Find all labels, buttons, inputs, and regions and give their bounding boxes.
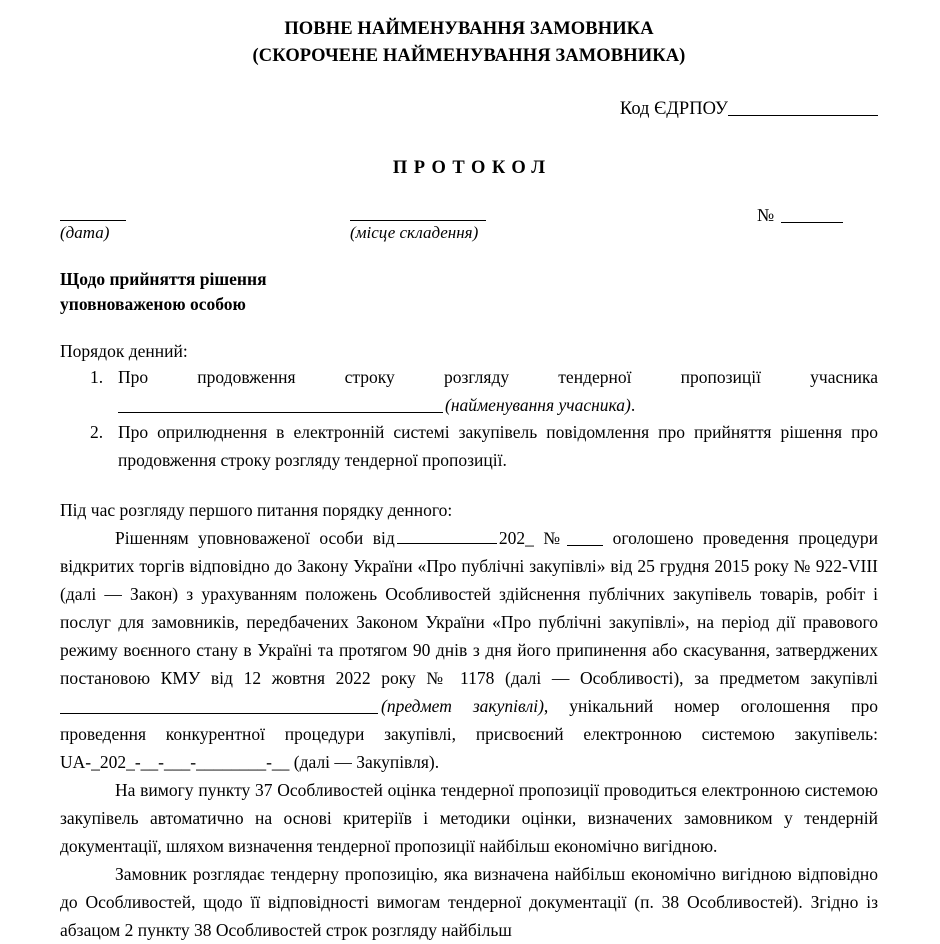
ua-announcement-number: UA-_202_-__-___-________-__ — [60, 752, 290, 772]
agenda-item-1 — [60, 364, 878, 419]
agenda-item-2 — [60, 419, 878, 474]
decision-number-label: № — [543, 528, 566, 548]
document-number-group — [757, 205, 882, 226]
agenda-item-2-marker: 2. — [90, 422, 104, 442]
date-field-group — [60, 205, 126, 244]
document-sheet — [60, 0, 878, 944]
edrpou-blank-field[interactable] — [728, 98, 878, 116]
paragraph-1-part-2: оголошено проведення процедури відкритих торгів відповідно до Закону України «Про публічні закупівлі» від 25 грудня 2015 року № 922-VIII (далі — Закон) з урахуванням положень Особливостей здійснення публічних закупівель товарів, робіт і послуг для замовників, передбачених Законом України «Про публічні закупівлі», на період дії правового режиму воєнного стану в Україні та протягом 90 днів з дня його припинення або скасування, затверджених постановою КМУ від 12 жовтня 2022 року № 1178 (далі — Особливості), за предметом закупівлі — [60, 528, 879, 688]
page-title: ПРОТОКОЛ — [392, 158, 552, 178]
decision-year-stub: 202_ — [498, 528, 534, 548]
paragraph-1-part-4: (далі — Закупівля). — [293, 752, 440, 772]
procurement-subject-note: (предмет закупівлі) — [381, 696, 544, 716]
agenda-item-1-marker: 1. — [90, 367, 104, 387]
place-field-group — [350, 205, 486, 244]
subject-heading-line-1: Щодо прийняття рішення — [60, 269, 267, 289]
edrpou-row — [60, 95, 878, 122]
decision-number-blank-field[interactable] — [567, 529, 603, 546]
edrpou-label: Код ЄДРПОУ — [619, 99, 728, 119]
decision-date-blank-field[interactable] — [397, 527, 497, 544]
body-paragraph-3: Замовник розглядає тендерну пропозицію, яка визначена найбільш економічно вигідною відповідно до Особливостей, щодо її відповідності вимогам тендерної документації (п. 38 Особливостей). Згідно із абзацом 2 пункту 38 Особливостей строк розгляду найбільш — [60, 864, 878, 940]
paragraph-1-part-1: Рішенням уповноваженої особи від — [115, 528, 395, 548]
agenda-item-2-text: Про оприлюднення в електронній системі закупівель повідомлення про прийняття рішення про продовження строку розгляду тендерної пропозиції. — [118, 422, 878, 470]
agenda-item-1-text: Про продовження строку розгляду тендерної пропозиції учасника — [118, 367, 878, 387]
subject-heading-line-2: уповноваженою особою — [60, 294, 246, 314]
place-blank-field[interactable] — [350, 205, 486, 221]
document-meta-row — [60, 205, 878, 253]
organisation-short-name: (СКОРОЧЕНЕ НАЙМЕНУВАННЯ ЗАМОВНИКА) — [252, 46, 686, 66]
date-blank-field[interactable] — [60, 205, 126, 221]
body-paragraph-1 — [60, 524, 878, 776]
document-number-blank-field[interactable] — [781, 205, 843, 223]
date-caption: (дата) — [60, 223, 110, 242]
place-caption: (місце складення) — [350, 223, 479, 242]
agenda-label: Порядок денний: — [60, 341, 188, 361]
body-intro: Під час розгляду першого питання порядку денного: — [60, 500, 453, 520]
procurement-subject-blank-field[interactable] — [60, 697, 378, 714]
subject-heading — [60, 267, 878, 317]
organisation-header — [60, 16, 878, 70]
agenda-list — [60, 364, 878, 474]
participant-name-blank-field[interactable] — [118, 395, 443, 412]
document-number-label: № — [757, 205, 775, 225]
participant-name-note: (найменування учасника) — [445, 394, 631, 415]
agenda-item-1-tail: . — [630, 394, 636, 415]
paragraph-1-part-3: , унікальний номер оголошення про проведення конкурентної процедури закупівлі, присвоєний електронною системою закупівель: — [60, 696, 878, 744]
organisation-full-name: ПОВНЕ НАЙМЕНУВАННЯ ЗАМОВНИКА — [284, 19, 654, 39]
body-paragraph-2: На вимогу пункту 37 Особливостей оцінка тендерної пропозиції проводиться електронною системою закупівель автоматично на основі критеріїв і методики оцінки, визначених замовником у тендерній документації, шляхом визначення тендерної пропозиції найбільш економічно вигідною. — [60, 780, 878, 856]
